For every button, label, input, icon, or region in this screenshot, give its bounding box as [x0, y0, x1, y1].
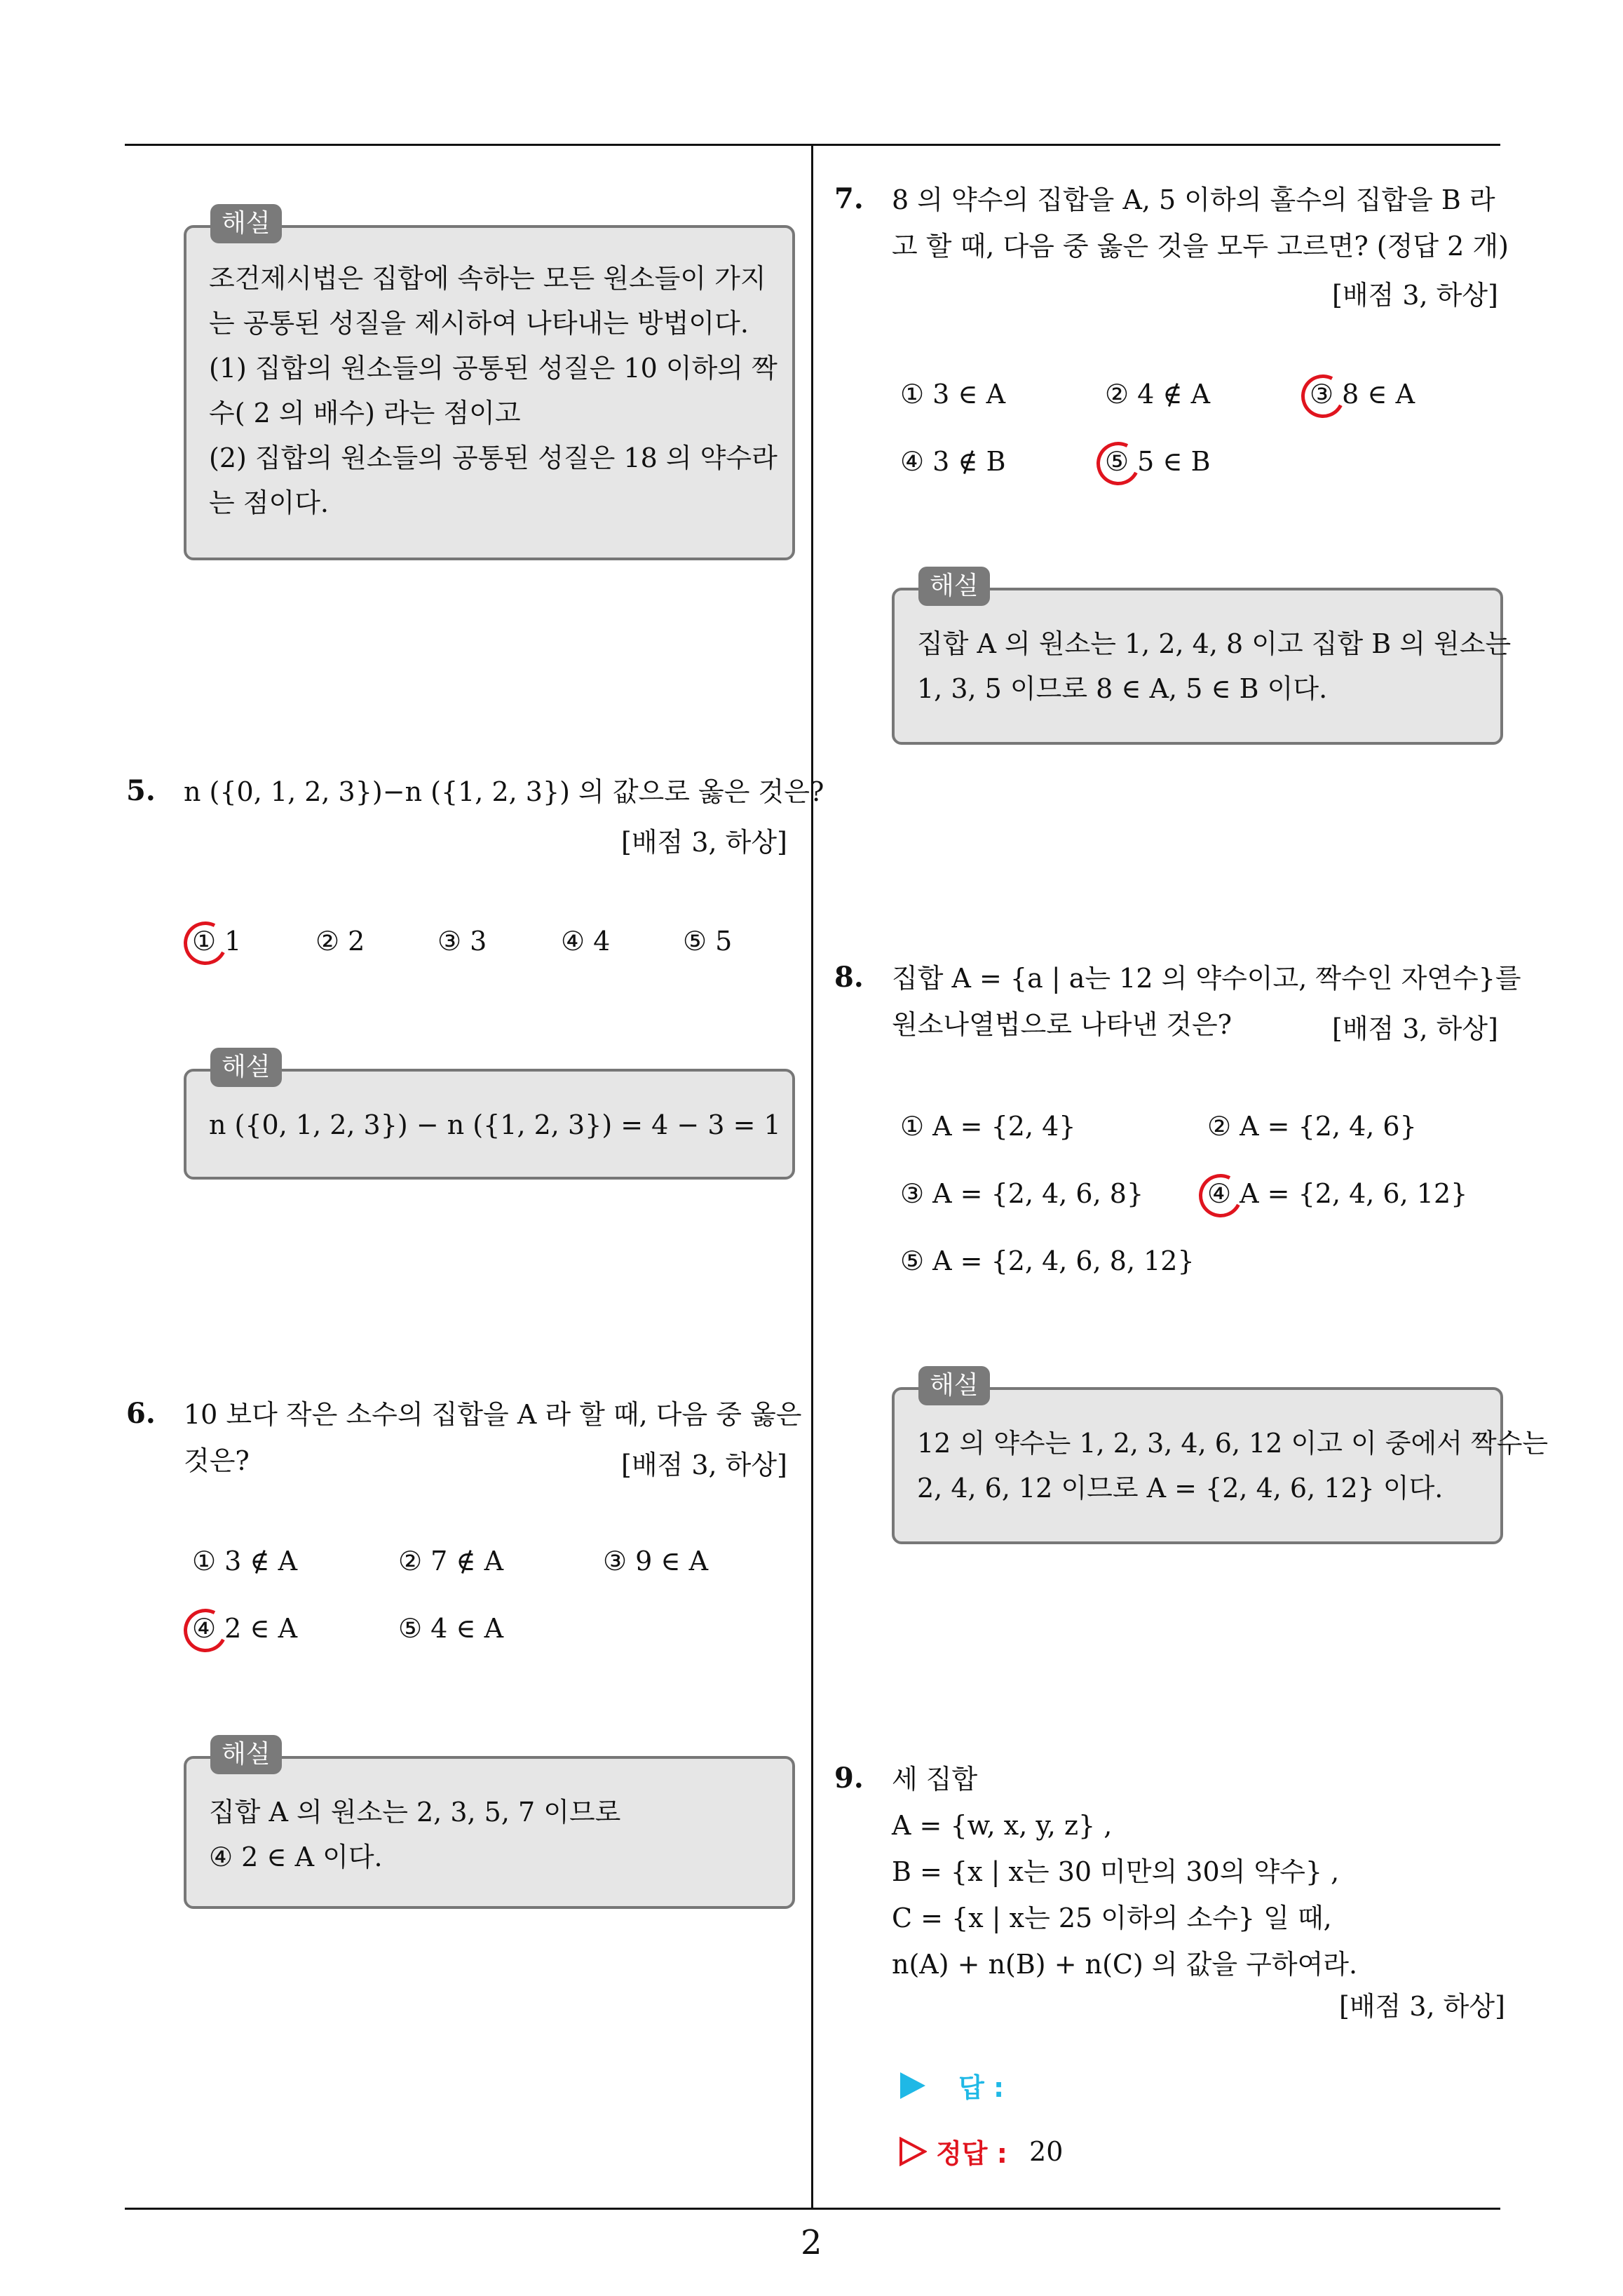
text-line: (1) 집합의 원소들의 공통된 성질은 10 이하의 짝 — [209, 353, 777, 384]
answer-circle-mark — [1193, 1168, 1248, 1223]
q8-choice-4[interactable]: ④ A = {2, 4, 6, 12} — [1207, 1178, 1468, 1209]
answer-circle-mark — [178, 916, 233, 971]
text-line: B = {x | x는 30 미만의 30의 약수} , — [892, 1856, 1340, 1887]
answer-row — [899, 2066, 1004, 2105]
q5-choice-3[interactable]: ③ 3 — [437, 926, 487, 957]
intro-explanation-box — [184, 225, 795, 560]
text-line: 2, 4, 6, 12 이므로 A = {2, 4, 6, 12} 이다. — [917, 1473, 1444, 1504]
text-line: 8 의 약수의 집합을 A, 5 이하의 홀수의 집합을 B 라 — [892, 184, 1495, 215]
text-line: ④ 2 ∈ A 이다. — [209, 1842, 383, 1872]
question-5-number: 5. — [126, 774, 156, 807]
text-line: 것은? — [184, 1445, 250, 1476]
question-7-text — [892, 177, 1509, 269]
answer-circle-mark — [1296, 369, 1350, 424]
q8-explanation-box — [892, 1387, 1549, 1544]
text-line: 세 집합 — [892, 1764, 978, 1795]
answer-circle-mark — [1091, 436, 1146, 491]
question-9-text — [892, 1756, 1357, 1987]
q5-choice-4[interactable]: ④ 4 — [561, 926, 611, 957]
answer-circle-mark — [178, 1603, 233, 1658]
intro-explanation-text — [209, 256, 777, 525]
explanation-tag: 해설 — [210, 204, 282, 243]
q6-explanation-text — [209, 1790, 620, 1879]
text-line: 수( 2 의 배수) 라는 점이고 — [209, 398, 521, 428]
question-9-points: [배점 3, 하상] — [1339, 1991, 1505, 2022]
question-5-points: [배점 3, 하상] — [621, 827, 787, 858]
q6-choice-1[interactable]: ① 3 ∉ A — [192, 1546, 298, 1576]
text-line: 원소나열법으로 나타낸 것은? — [892, 1009, 1232, 1040]
outline-arrow-icon — [899, 2137, 927, 2166]
text-line: A = {w, x, y, z} , — [892, 1810, 1113, 1841]
question-5-text: n ({0, 1, 2, 3})−n ({1, 2, 3}) 의 값으로 옳은 것은? — [184, 776, 824, 807]
question-8-points: [배점 3, 하상] — [1332, 1013, 1498, 1044]
text-line: 집합 A = {a | a는 12 의 약수이고, 짝수인 자연수}를 — [892, 963, 1521, 994]
text-line: 고 할 때, 다음 중 옳은 것을 모두 고르면? (정답 2 개) — [892, 231, 1509, 262]
q7-explanation-box — [892, 588, 1512, 745]
question-7-number: 7. — [834, 182, 864, 215]
correct-answer-row — [899, 2132, 1063, 2170]
q8-choice-1[interactable]: ① A = {2, 4} — [900, 1111, 1076, 1142]
text-line: 는 공통된 성질을 제시하여 나타내는 방법이다. — [209, 308, 749, 339]
q7-explanation-text — [917, 621, 1511, 711]
correct-answer-value: 20 — [1029, 2135, 1064, 2167]
q7-choice-5[interactable]: ⑤ 5 ∈ B — [1105, 446, 1211, 477]
q8-choice-5[interactable]: ⑤ A = {2, 4, 6, 8, 12} — [900, 1245, 1195, 1276]
q7-choice-1[interactable]: ① 3 ∈ A — [900, 379, 1006, 410]
text-line: (2) 집합의 원소들의 공통된 성질은 18 의 약수라 — [209, 443, 777, 473]
question-6-points: [배점 3, 하상] — [621, 1450, 787, 1480]
bottom-rule — [125, 2208, 1500, 2210]
text-line: 집합 A 의 원소는 2, 3, 5, 7 이므로 — [209, 1797, 621, 1828]
question-9-number: 9. — [834, 1762, 864, 1795]
filled-arrow-icon — [899, 2071, 927, 2100]
correct-answer-label: 정답 : — [936, 2138, 1007, 2169]
text-line: 집합 A 의 원소는 1, 2, 4, 8 이고 집합 B 의 원소는 — [917, 628, 1512, 659]
q8-choice-2[interactable]: ② A = {2, 4, 6} — [1207, 1111, 1417, 1142]
q6-choice-5[interactable]: ⑤ 4 ∈ A — [398, 1613, 504, 1644]
text-line: 12 의 약수는 1, 2, 3, 4, 6, 12 이고 이 중에서 짝수는 — [917, 1428, 1549, 1459]
q5-choice-5[interactable]: ⑤ 5 — [683, 926, 733, 957]
explanation-tag: 해설 — [918, 567, 990, 606]
question-7-points: [배점 3, 하상] — [1332, 280, 1498, 311]
q7-choice-3[interactable]: ③ 8 ∈ A — [1310, 379, 1415, 410]
question-6-number: 6. — [126, 1397, 156, 1430]
text-line: 1, 3, 5 이므로 8 ∈ A, 5 ∈ B 이다. — [917, 673, 1328, 704]
q6-explanation-box — [184, 1756, 795, 1909]
q6-choice-4[interactable]: ④ 2 ∈ A — [192, 1613, 298, 1644]
q6-choice-2[interactable]: ② 7 ∉ A — [398, 1546, 504, 1576]
page-number: 2 — [801, 2223, 822, 2262]
q7-choice-4[interactable]: ④ 3 ∉ B — [900, 446, 1006, 477]
text-line: 는 점이다. — [209, 487, 329, 518]
explanation-tag: 해설 — [210, 1048, 282, 1087]
text-line: 10 보다 작은 소수의 집합을 A 라 할 때, 다음 중 옳은 — [184, 1399, 802, 1430]
q7-choice-2[interactable]: ② 4 ∉ A — [1105, 379, 1211, 410]
explanation-tag: 해설 — [210, 1735, 282, 1774]
answer-label: 답 : — [958, 2072, 1005, 2103]
text-line: n(A) + n(B) + n(C) 의 값을 구하여라. — [892, 1949, 1358, 1980]
q5-explanation-text: n ({0, 1, 2, 3}) − n ({1, 2, 3}) = 4 − 3 = 1 — [209, 1109, 781, 1140]
q5-choice-2[interactable]: ② 2 — [315, 926, 365, 957]
explanation-tag: 해설 — [918, 1366, 990, 1405]
q6-choice-3[interactable]: ③ 9 ∈ A — [603, 1546, 709, 1576]
q8-choice-3[interactable]: ③ A = {2, 4, 6, 8} — [900, 1178, 1144, 1209]
q8-explanation-text — [917, 1421, 1548, 1511]
text-line: 조건제시법은 집합에 속하는 모든 원소들이 가지 — [209, 263, 766, 294]
text-line: C = {x | x는 25 이하의 소수} 일 때, — [892, 1903, 1332, 1933]
question-8-number: 8. — [834, 961, 864, 994]
q5-choice-1[interactable]: ① 1 — [192, 926, 242, 957]
column-divider — [811, 144, 813, 2209]
